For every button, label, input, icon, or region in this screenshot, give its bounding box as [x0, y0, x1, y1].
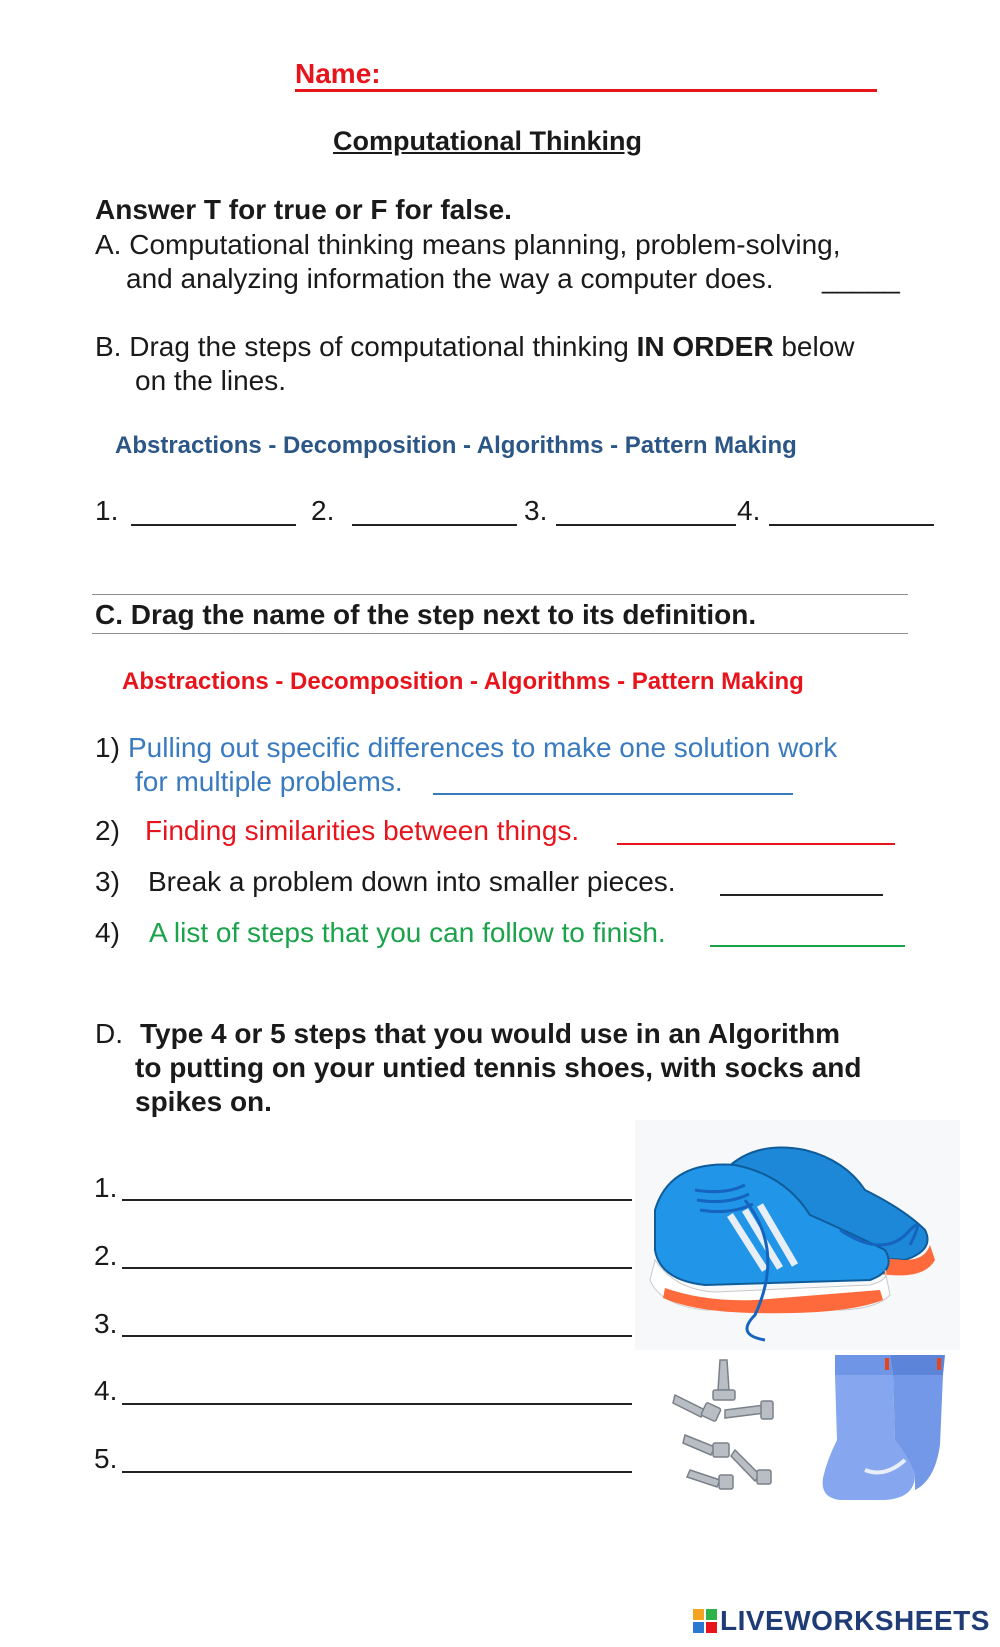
algorithm-step-5-input[interactable]: [122, 1471, 632, 1473]
section-b-line2: on the lines.: [135, 365, 286, 396]
tennis-shoes-image: [635, 1120, 960, 1350]
definition-3-number: 3): [95, 866, 120, 897]
definition-2-text: Finding similarities between things.: [145, 815, 580, 846]
page-title: Computational Thinking: [333, 126, 642, 156]
section-b-line1-bold: IN ORDER: [636, 331, 774, 362]
order-slot-4[interactable]: [769, 524, 934, 526]
order-slot-4-label: 4.: [737, 495, 761, 526]
algorithm-step-1-input[interactable]: [122, 1199, 632, 1201]
algorithm-step-3-label: 3.: [94, 1308, 118, 1339]
algorithm-step-2-input[interactable]: [122, 1267, 632, 1269]
algorithm-step-4-label: 4.: [94, 1375, 118, 1406]
section-b-word-bank[interactable]: Abstractions - Decomposition - Algorithms - Pattern Making: [115, 432, 797, 459]
liveworksheets-logo-icon: [693, 1609, 717, 1633]
definition-3-text: Break a problem down into smaller pieces.: [148, 866, 676, 897]
order-slot-2-label: 2.: [311, 495, 335, 526]
order-slot-3-label: 3.: [524, 495, 548, 526]
definition-2-answer[interactable]: [617, 843, 895, 845]
name-label: Name:: [295, 58, 381, 89]
algorithm-step-4-input[interactable]: [122, 1403, 632, 1405]
name-input[interactable]: [390, 60, 874, 90]
order-slot-2[interactable]: [352, 524, 517, 526]
section-b-line1: [95, 331, 854, 363]
section-c-top-rule: [92, 594, 908, 595]
section-a-line1: A. Computational thinking means planning, problem-solving,: [95, 229, 841, 260]
definition-1-number: 1): [95, 732, 120, 763]
definition-4-answer[interactable]: [710, 945, 905, 947]
section-d-line3: spikes on.: [135, 1086, 272, 1117]
definition-4-text: A list of steps that you can follow to finish.: [149, 917, 666, 948]
sock-image: [815, 1350, 955, 1505]
order-slot-1-label: 1.: [95, 495, 119, 526]
section-a-line2: and analyzing information the way a computer does.: [126, 263, 774, 294]
section-a-instruction: Answer T for true or F for false.: [95, 194, 512, 225]
order-slot-1[interactable]: [131, 524, 296, 526]
section-c-word-bank[interactable]: Abstractions - Decomposition - Algorithms - Pattern Making: [122, 668, 804, 695]
definition-4-number: 4): [95, 917, 120, 948]
definition-2-number: 2): [95, 815, 120, 846]
algorithm-step-1-label: 1.: [94, 1172, 118, 1203]
definition-1-answer[interactable]: [433, 793, 793, 795]
section-d-line2: to putting on your untied tennis shoes, with socks and: [135, 1052, 862, 1083]
liveworksheets-brand: LIVEWORKSHEETS: [720, 1605, 990, 1636]
track-spikes-image: [665, 1355, 795, 1505]
algorithm-step-3-input[interactable]: [122, 1335, 632, 1337]
section-c-heading: C. Drag the name of the step next to its definition.: [95, 599, 757, 630]
section-b-line1-post: below: [773, 331, 855, 362]
section-d-prefix: D.: [95, 1018, 123, 1049]
definition-3-answer[interactable]: [720, 894, 883, 896]
algorithm-step-5-label: 5.: [94, 1443, 118, 1474]
definition-1-text-line1: Pulling out specific differences to make one solution work: [128, 732, 838, 763]
definition-1-text-line2: for multiple problems.: [135, 766, 403, 797]
algorithm-step-2-label: 2.: [94, 1240, 118, 1271]
section-b-line1-pre: B. Drag the steps of computational thinking: [95, 331, 637, 362]
section-c-bottom-rule: [92, 633, 908, 634]
section-a-answer-blank[interactable]: _____: [822, 263, 900, 294]
section-d-line1: Type 4 or 5 steps that you would use in an Algorithm: [140, 1018, 841, 1049]
order-slot-3[interactable]: [556, 524, 736, 526]
